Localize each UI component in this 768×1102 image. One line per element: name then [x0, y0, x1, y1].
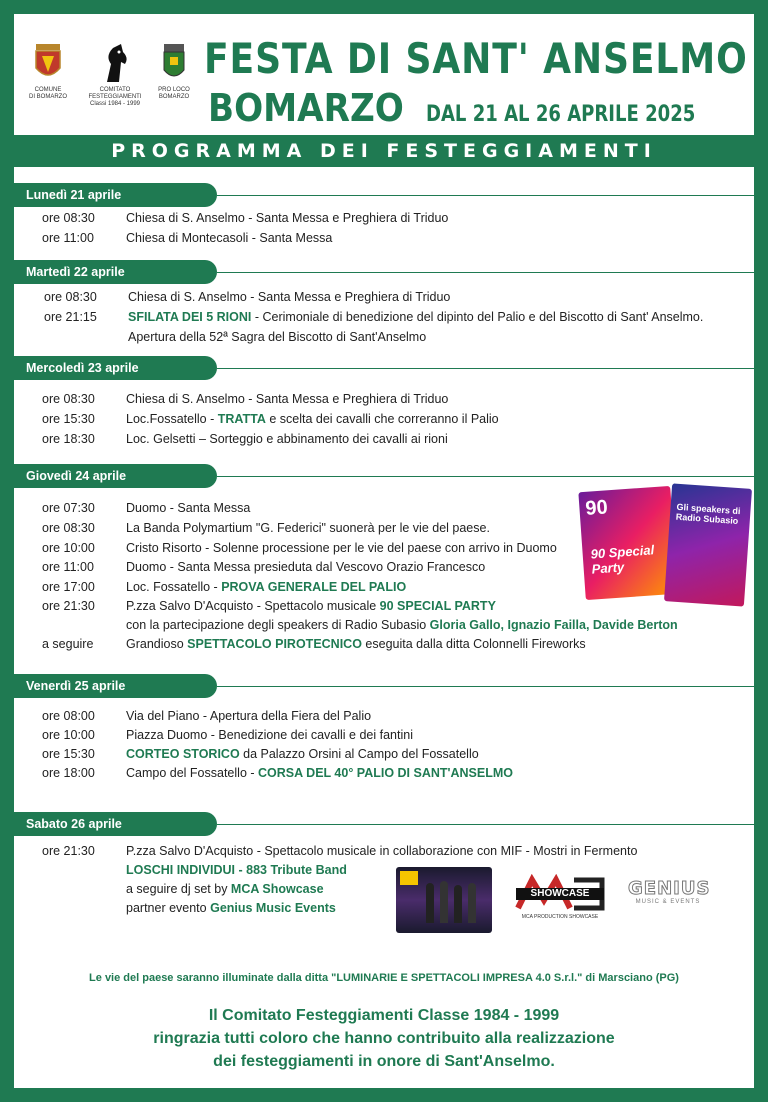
divider — [217, 476, 754, 477]
thanks-line-2: ringrazia tutti coloro che hanno contribuito alla realizzazione — [153, 1030, 615, 1047]
band-photo — [396, 867, 492, 933]
event-dates: DAL 21 AL 26 APRILE 2025 — [426, 102, 696, 127]
day-friday: Venerdì 25 aprile ore 08:00 Via del Piano - Apertura della Fiera del Palio ore 10:00 Piazza Duomo - Benedizione dei cavalli e dei fantini ore 15:30 CORTEO STORICO da Palazzo Orsini al Campo del Fossatello ore 18:00 Campo del Fossatello - CORSA DEL 40° PALIO DI SANT'ANSELMO — [14, 674, 754, 784]
event-title: FESTA DI SANT' ANSELMO — [204, 34, 748, 83]
genius-logo: GENIUS MUSIC & EVENTS — [628, 878, 711, 905]
day-label: Lunedì 21 aprile — [14, 183, 217, 207]
day-wednesday: Mercoledì 23 aprile ore 08:30 Chiesa di S. Anselmo - Santa Messa e Preghiera di Triduo ore 15:30 Loc.Fossatello - TRATTA e scelta dei cavalli che correranno il Palio ore 18:30 Loc. Gelsetti – Sorteggio e abbinamento dei cavalli ai rioni — [14, 356, 754, 456]
header — [14, 14, 754, 134]
coat-of-arms-icon — [33, 42, 63, 84]
day-thursday: Giovedì 24 aprile ore 07:30 Duomo - Santa Messa ore 08:30 La Banda Polymartium "G. Federici" suonerà per le vie del paese. ore 10:00 Cristo Risorto - Solenne processione per le vie del paese con arrivo in Duomo ore 11:00 Duomo - Santa Messa presieduta dal Vescovo Orazio Francesco ore 17:00 Loc. Fossatello - PROVA GENERALE DEL PALIO ore 21:30 P.zza Salvo D'Acquisto - Spettacolo musicale 90 SPECIAL PARTY con la partecipazione degli speakers di Radio Subasio Gloria Gallo, Ignazio Failla, Davide Berton a seguire Grandioso SPETTACOLO PIROTECNICO eseguita dalla ditta Colonnelli Fireworks 90 90 Special Party Gli speakers di Radio Subasio — [14, 464, 754, 664]
comitato-logo: COMITATO FESTEGGIAMENTI Classi 1984 - 1999 — [80, 42, 150, 108]
thanks-line-1: Il Comitato Festeggiamenti Classe 1984 - 1999 — [208, 1007, 560, 1024]
shield-icon — [161, 42, 187, 84]
comune-logo: COMUNE DI BOMARZO — [24, 42, 72, 101]
day-monday: Lunedì 21 aprile ore 08:30 Chiesa di S. Anselmo - Santa Messa e Preghiera di Triduo ore 11:00 Chiesa di Montecasoli - Santa Messa — [14, 183, 754, 253]
divider — [217, 686, 754, 687]
program-banner: PROGRAMMA DEI FESTEGGIAMENTI — [0, 135, 768, 167]
thanks-line-3: dei festeggiamenti in onore di Sant'Anselmo. — [213, 1053, 555, 1070]
divider — [217, 195, 754, 196]
divider — [217, 824, 754, 825]
mca-showcase-logo: SHOWCASE MCA PRODUCTION SHOWCASE — [514, 874, 606, 920]
radio-poster: Gli speakers di Radio Subasio — [664, 483, 752, 606]
day-tuesday: Martedì 22 aprile ore 08:30 Chiesa di S. Anselmo - Santa Messa e Preghiera di Triduo ore 21:15 SFILATA DEI 5 RIONI - Cerimoniale di benedizione del dipinto del Palio e del Biscotto di Sant' Anselmo. Apertura della 52ª Sagra del Biscotto di Sant'Anselmo — [14, 260, 754, 350]
day-label: Martedì 22 aprile — [14, 260, 217, 284]
horse-head-icon — [97, 42, 133, 84]
day-label: Sabato 26 aprile — [14, 812, 217, 836]
lights-note: Le vie del paese saranno illuminate dalla ditta "LUMINARIE E SPETTACOLI IMPRESA 4.0 S.r.l." di Marsciano (PG) — [89, 972, 679, 984]
day-label: Giovedì 24 aprile — [14, 464, 217, 488]
event-town: BOMARZO — [208, 86, 404, 130]
proloco-logo: PRO LOCO BOMARZO — [154, 42, 194, 101]
divider — [217, 368, 754, 369]
divider — [217, 272, 754, 273]
day-saturday: Sabato 26 aprile ore 21:30 P.zza Salvo D'Acquisto - Spettacolo musicale in collaborazione con MIF - Mostri in Fermento LOSCHI INDIVIDUI - 883 Tribute Band a seguire dj set by MCA Showcase partner evento Genius Music Events SHOWCASE MCA PRODUCTION SHOWCASE GENIUS MUSIC & EVENTS — [14, 812, 754, 942]
day-label: Venerdì 25 aprile — [14, 674, 217, 698]
day-label: Mercoledì 23 aprile — [14, 356, 217, 380]
party-poster: 90 90 Special Party — [578, 486, 677, 600]
